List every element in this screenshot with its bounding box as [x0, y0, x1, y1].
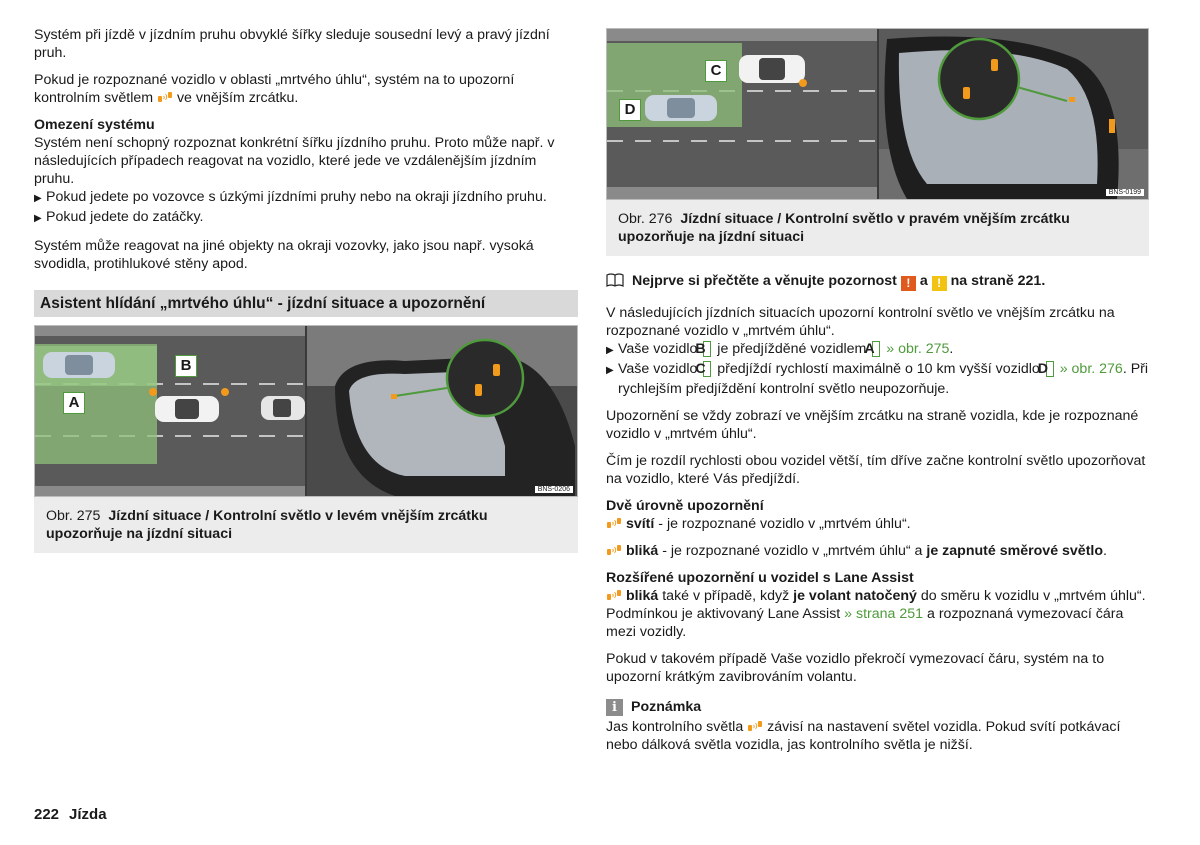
chapter-title: Jízda — [69, 806, 107, 823]
figure-label-d: D — [619, 99, 641, 121]
warning-red-icon: ! — [901, 276, 916, 291]
paragraph-situations: V následujících jízdních situacích upozorní kontrolní světlo ve vnějším zrcátku na rozpoznané vozidlo v „mrtvém úhlu“. — [606, 305, 1115, 339]
figure-code: BNS-0206 — [535, 486, 573, 493]
limits-bullet-2: ▶ Pokud jedete do zatáčky. — [34, 208, 578, 228]
label-box-d: D — [1046, 361, 1054, 377]
limits-text: Systém není schopný rozpoznat konkrétní šířku jízdního pruhu. Proto může např. v následujících případech reagovat na vozidlo, které jede ve vzdálenějším jízdním pruhu. — [34, 135, 555, 187]
blind-spot-lamp-icon — [606, 517, 622, 529]
paragraph-objects: Systém může reagovat na jiné objekty na okraji vozovky, jako jsou např. vysoká svodidla, protihlukové stěny apod. — [34, 238, 534, 272]
bullet-triangle-icon: ▶ — [34, 193, 42, 204]
extended-heading: Rozšířené upozornění u vozidel s Lane Assist — [606, 570, 914, 586]
blind-spot-lamp-icon — [747, 720, 763, 732]
figure-label-b: B — [175, 355, 197, 377]
link-figure-276[interactable]: » obr. 276 — [1059, 361, 1123, 377]
level-2: bliká - je rozpoznané vozidlo v „mrtvém úhlu“ a je zapnuté směrové světlo. — [606, 542, 1149, 560]
bullet-triangle-icon: ▶ — [34, 213, 42, 224]
figure-label-c: C — [705, 60, 727, 82]
paragraph-side: Upozornění se vždy zobrazí ve vnějším zrcátku na straně vozidla, kde je rozpoznané vozidlo v „mrtvém úhlu“. — [606, 408, 1139, 442]
figure-276-illustration — [607, 29, 1149, 199]
limits-bullet-1: ▶ Pokud jedete po vozovce s úzkými jízdními pruhy nebo na okraji jízdního pruhu. — [34, 188, 578, 208]
safety-reference: Nejprve si přečtěte a věnujte pozornost ! a ! na straně 221. — [606, 272, 1149, 291]
blind-spot-lamp-icon — [157, 91, 173, 103]
level-1: svítí - je rozpoznané vozidlo v „mrtvém úhlu“. — [606, 515, 1149, 533]
paragraph-warning-light: Pokud je rozpoznané vozidlo v oblasti „mrtvého úhlu“, systém na to upozorní kontrolním světlem ve vnějším zrcátku. — [34, 72, 515, 106]
figure-label-a: A — [63, 392, 85, 414]
book-icon — [606, 273, 624, 287]
figure-275-caption: Obr. 275 Jízdní situace / Kontrolní světlo v levém vnějším zrcátku upozorňuje na jízdní situaci — [34, 497, 578, 553]
right-column — [606, 28, 1149, 763]
paragraph-vibrate: Pokud v takovém případě Vaše vozidlo překročí vymezovací čáru, systém na to upozorní krátkým zavibrováním volantu. — [606, 651, 1105, 685]
situation-bullet-1: ▶ Vaše vozidlo B je předjížděné vozidlem A » obr. 275. — [606, 340, 1149, 360]
figure-275-illustration — [35, 326, 578, 496]
blind-spot-lamp-icon — [606, 589, 622, 601]
paragraph-speed: Čím je rozdíl rychlosti obou vozidel větší, tím dříve začne kontrolní světlo upozorňovat na vozidlo, které Vás předjíždí. — [606, 453, 1146, 487]
label-box-a: A — [872, 341, 880, 357]
extended-text: bliká také v případě, když je volant natočený do směru k vozidlu v „mrtvém úhlu“. Podmínkou je aktivovaný Lane Assist » strana 251 a rozpoznaná vymezovací čára mezi vozidly. — [606, 588, 1146, 640]
section-title: Asistent hlídání „mrtvého úhlu“ - jízdní situace a upozornění — [34, 290, 578, 317]
figure-code: BNS-0199 — [1106, 189, 1144, 196]
link-figure-275[interactable]: » obr. 275 — [886, 341, 950, 357]
note-text: Jas kontrolního světla závisí na nastavení světel vozidla. Pokud svítí potkávací nebo dálková světla vozidla, jas kontrolního světla je nižší. — [606, 719, 1121, 753]
situation-bullet-2: ▶ Vaše vozidlo C předjíždí rychlostí maximálně o 10 km vyšší vozidlo D » obr. 276. Při rychlejším předjíždění kontrolní světlo neupozorňuje. — [606, 361, 1149, 397]
bullet-triangle-icon: ▶ — [606, 365, 614, 376]
figure-276 — [606, 28, 1149, 200]
levels-heading: Dvě úrovně upozornění — [606, 498, 764, 514]
figure-276-caption: Obr. 276 Jízdní situace / Kontrolní světlo v pravém vnějším zrcátku upozorňuje na jízdní situaci — [606, 200, 1149, 256]
left-column — [34, 26, 578, 553]
blind-spot-lamp-icon — [606, 544, 622, 556]
bullet-triangle-icon: ▶ — [606, 345, 614, 356]
paragraph-intro: Systém při jízdě v jízdním pruhu obvyklé šířky sleduje sousední levý a pravý jízdní pruh. — [34, 27, 550, 61]
page-footer — [34, 806, 107, 823]
info-icon: i — [606, 699, 623, 716]
label-box-b: B — [703, 341, 711, 357]
label-box-c: C — [703, 361, 711, 377]
note-heading: i Poznámka — [606, 698, 1149, 716]
page-number: 222 — [34, 806, 60, 823]
warning-yellow-icon: ! — [932, 276, 947, 291]
figure-275 — [34, 325, 578, 497]
limits-heading: Omezení systému — [34, 117, 155, 133]
link-page-251[interactable]: » strana 251 — [844, 606, 924, 622]
